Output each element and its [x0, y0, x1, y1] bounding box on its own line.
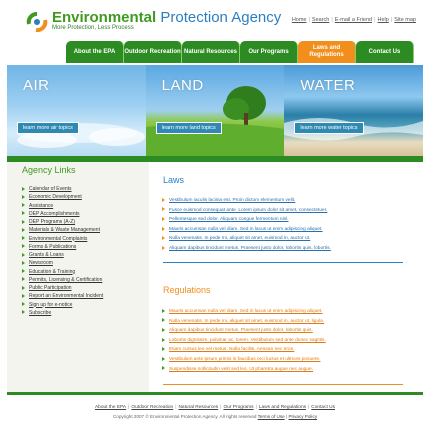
sidebar-item[interactable]: Education & Training [22, 268, 103, 276]
nav-natural-resources[interactable]: Natural Resources [182, 41, 240, 63]
laws-heading: Laws [163, 175, 185, 185]
hero-panel-water [284, 65, 423, 156]
bullet-arrow-icon [162, 227, 165, 231]
bullet-arrow-icon [162, 207, 165, 211]
util-link-search[interactable]: Search [311, 17, 330, 23]
brand-part2: Protection Agency [156, 9, 282, 26]
sidebar-item[interactable]: Economic Development [22, 193, 103, 201]
bullet-arrow-icon [22, 253, 25, 257]
hero-title-air: AIR [23, 77, 50, 94]
tagline: More Protection, Less Process [52, 25, 134, 31]
bullet-arrow-icon [162, 309, 165, 313]
main-nav [66, 41, 414, 63]
laws-item[interactable]: Mauris accumsan nulla vel diam. Sed in lacus ut enim adipiscing aliquet. [162, 225, 408, 235]
sidebar-item[interactable]: Subscribe [22, 309, 103, 317]
regulations-item[interactable]: Suspendisse sollicitudin velit sed leo. Ut pharetra augue nec augue. [162, 365, 408, 375]
footer-links: About the EPA | Outdoor Recreation | Natural Resources | Our Programs | Laws and Regulations | Contact Us [94, 405, 336, 410]
regulations-divider [163, 384, 403, 385]
laws-item[interactable]: Aliquam dapibus tincidunt metus. Praesent justo dolor, lobortis quis, lobortis. [162, 244, 408, 254]
regulations-item[interactable]: Aliquam dapibus tincidunt metus. Praesent justo dolor, lobortis quis. [162, 326, 408, 336]
bullet-arrow-icon [22, 187, 25, 191]
regulations-list [162, 307, 408, 374]
util-link-sitemap[interactable]: Site map [394, 17, 416, 23]
sidebar-item[interactable]: Calendar of Events [22, 185, 103, 193]
nav-our-programs[interactable]: Our Programs [240, 41, 298, 63]
bullet-arrow-icon [162, 246, 165, 250]
footer-link-laws[interactable]: Laws and Regulations [258, 405, 307, 410]
bullet-arrow-icon [22, 195, 25, 199]
sidebar-item[interactable]: Newsroom [22, 259, 103, 267]
footer-link-outdoor[interactable]: Outdoor Recreation [131, 405, 174, 410]
sidebar-item[interactable]: Grants & Loans [22, 251, 103, 259]
bullet-arrow-icon [22, 228, 25, 232]
hero-panel-air [7, 65, 146, 156]
sidebar-item[interactable]: DEP Accomplishments [22, 210, 103, 218]
bullet-arrow-icon [22, 261, 25, 265]
regulations-heading: Regulations [163, 285, 211, 295]
terms-link[interactable]: Terms of Use [257, 414, 285, 419]
regulations-item[interactable]: Mauris accumsan nulla vel diam. Sed in lacus ut enim adipiscing aliquet. [162, 307, 408, 317]
footer-copyright: Copyright 2007 © Environmental Protection Agency. All rights reserved Terms of Use | Privacy Policy [112, 414, 318, 419]
footer-bar [7, 392, 423, 395]
laws-item[interactable]: Nulla venenatis. In pede mi, aliquet sit amet, euismod in, auctor ut. [162, 234, 408, 244]
privacy-link[interactable]: Privacy Policy [288, 414, 318, 419]
hero-banner [7, 65, 423, 156]
learn-more-air-link[interactable]: learn more air topics [17, 122, 79, 134]
bullet-arrow-icon [22, 277, 25, 281]
learn-more-land-link[interactable]: learn more land topics [156, 122, 222, 134]
sidebar-item[interactable]: Report an Environmental Incident [22, 292, 103, 300]
sidebar-item[interactable]: Assistance [22, 202, 103, 210]
bullet-arrow-icon [162, 328, 165, 332]
bullet-arrow-icon [22, 310, 25, 314]
bullet-arrow-icon [162, 318, 165, 322]
brand-part1: Environmental [52, 9, 157, 26]
bullet-arrow-icon [162, 366, 165, 370]
regulations-item[interactable]: Nulla venenatis. In pede mi, aliquet sit amet, euismod in, auctor ut, ligula. [162, 317, 408, 327]
sidebar-links [22, 185, 103, 317]
nav-outdoor-recreation[interactable]: Outdoor Recreation [124, 41, 182, 63]
learn-more-water-link[interactable]: learn more water topics [294, 122, 363, 134]
footer-link-natural[interactable]: Natural Resources [178, 405, 219, 410]
laws-item[interactable]: Pellentesque sed dolor. Aliquam congue fermentum nisl. [162, 215, 408, 225]
sidebar-item[interactable]: Public Participation [22, 284, 103, 292]
bullet-arrow-icon [162, 236, 165, 240]
footer-link-contact[interactable]: Contact Us [311, 405, 336, 410]
bullet-arrow-icon [22, 203, 25, 207]
hero-title-land: LAND [161, 77, 204, 94]
sidebar-item[interactable]: Permits, Licensing & Certification [22, 276, 103, 284]
nav-about[interactable]: About the EPA [66, 41, 124, 63]
site-brand[interactable] [52, 9, 281, 26]
bullet-arrow-icon [22, 294, 25, 298]
bullet-arrow-icon [162, 347, 165, 351]
nav-laws-regulations[interactable]: Laws and Regulations [298, 41, 356, 63]
utility-nav: Home | Search | E-mail a Friend | Help | Site map [291, 17, 416, 23]
hero-panel-land [146, 65, 285, 156]
bullet-arrow-icon [22, 244, 25, 248]
hero-title-water: WATER [300, 77, 356, 94]
laws-list [162, 196, 408, 254]
bullet-arrow-icon [162, 217, 165, 221]
util-link-home[interactable]: Home [291, 17, 307, 23]
sidebar-item[interactable]: Forms & Publications [22, 243, 103, 251]
nav-contact[interactable]: Contact Us [356, 41, 414, 63]
bullet-arrow-icon [22, 286, 25, 290]
copyright-text: Copyright 2007 © Environmental Protection Agency. All rights reserved [112, 414, 258, 419]
bullet-arrow-icon [162, 357, 165, 361]
regulations-item[interactable]: Vestibulum ante ipsum primis in faucibus orci luctus et ultrices posuere. [162, 355, 408, 365]
bullet-arrow-icon [22, 220, 25, 224]
footer-link-programs[interactable]: Our Programs [223, 405, 254, 410]
bullet-arrow-icon [162, 338, 165, 342]
regulations-item[interactable]: Lobortis dignissim, pulvinar ac, lorem. Vestibulum sed ante donec sagittis. [162, 336, 408, 346]
bullet-arrow-icon [22, 302, 25, 306]
sidebar-item[interactable]: DEP Programs (A-Z) [22, 218, 103, 226]
bullet-arrow-icon [22, 211, 25, 215]
bullet-arrow-icon [22, 269, 25, 273]
laws-item[interactable]: Vestibulum iaculis lacinia est. Proin dictum elementum velit. [162, 196, 408, 206]
util-link-email-friend[interactable]: E-mail a Friend [334, 17, 373, 23]
laws-item[interactable]: Fusce euismod consequat ante. Lorem ipsum dolor sit amet, consectetuer. [162, 206, 408, 216]
sidebar-item[interactable]: Sign up for e-notice [22, 301, 103, 309]
sidebar-item[interactable]: Materials & Waste Management [22, 226, 103, 234]
util-link-help[interactable]: Help [377, 17, 389, 23]
footer-link-about[interactable]: About the EPA [94, 405, 127, 410]
regulations-item[interactable]: Etiam cursus leo vel metus. Nulla facilisi. Aenean nec eros. [162, 345, 408, 355]
agency-logo-icon [26, 12, 48, 32]
bullet-arrow-icon [22, 236, 25, 240]
laws-divider [163, 262, 403, 263]
sidebar-item[interactable]: Environmental Complaints [22, 235, 103, 243]
sidebar-title: Agency Links [22, 165, 76, 175]
bullet-arrow-icon [162, 198, 165, 202]
